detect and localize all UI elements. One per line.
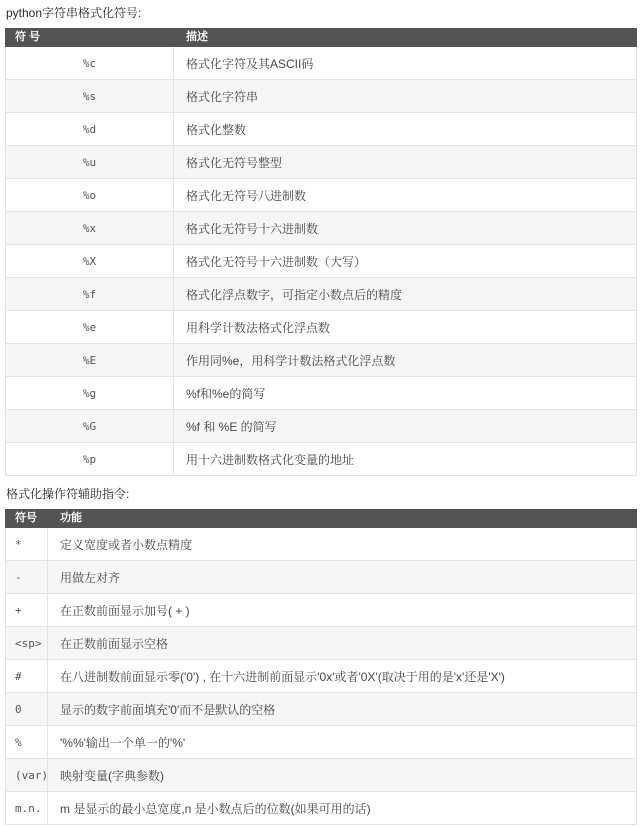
symbol-cell: <sp> [6, 627, 48, 660]
description-cell: 格式化无符号整型 [174, 146, 637, 179]
symbol-cell: %g [6, 377, 174, 410]
format-symbols-table [5, 28, 637, 476]
symbol-cell: %x [6, 212, 174, 245]
table-row [6, 377, 637, 410]
symbol-cell: * [6, 528, 48, 561]
function-cell: m 是显示的最小总宽度,n 是小数点后的位数(如果可用的话) [48, 792, 637, 825]
description-cell: 格式化无符号八进制数 [174, 179, 637, 212]
symbol-cell: % [6, 726, 48, 759]
description-cell: 格式化整数 [174, 113, 637, 146]
function-cell: 映射变量(字典参数) [48, 759, 637, 792]
symbol-cell: 0 [6, 693, 48, 726]
symbol-column-header: 符号 [6, 510, 48, 528]
table-row [6, 344, 637, 377]
function-cell: 定义宽度或者小数点精度 [48, 528, 637, 561]
symbol-column-header: 符 号 [6, 29, 174, 47]
symbol-cell: %o [6, 179, 174, 212]
table-row [6, 113, 637, 146]
function-cell: 在八进制数前面显示零('0') , 在十六进制前面显示'0x'或者'0X'(取决于用的是'x'还是'X') [48, 660, 637, 693]
table-row [6, 278, 637, 311]
table-row [6, 80, 637, 113]
function-cell: 显示的数字前面填充'0'而不是默认的空格 [48, 693, 637, 726]
description-cell: 格式化无符号十六进制数（大写） [174, 245, 637, 278]
symbol-cell: %p [6, 443, 174, 476]
description-cell: 格式化字符及其ASCII码 [174, 47, 637, 80]
symbol-cell: %e [6, 311, 174, 344]
description-cell: 格式化无符号十六进制数 [174, 212, 637, 245]
symbol-cell: %f [6, 278, 174, 311]
symbol-cell: - [6, 561, 48, 594]
description-cell: 用十六进制数格式化变量的地址 [174, 443, 637, 476]
table-row [6, 693, 637, 726]
table-row [6, 594, 637, 627]
table-header-row [6, 510, 637, 528]
symbol-cell: %u [6, 146, 174, 179]
table-row [6, 792, 637, 825]
table-header-row [6, 29, 637, 47]
function-cell: '%%'输出一个单一的'%' [48, 726, 637, 759]
description-cell: 格式化字符串 [174, 80, 637, 113]
table-row [6, 443, 637, 476]
description-cell: %f 和 %E 的简写 [174, 410, 637, 443]
symbol-cell: # [6, 660, 48, 693]
table-row [6, 660, 637, 693]
table-row [6, 759, 637, 792]
table-row [6, 311, 637, 344]
table-row [6, 179, 637, 212]
description-cell: 用科学计数法格式化浮点数 [174, 311, 637, 344]
function-cell: 在正数前面显示加号( + ) [48, 594, 637, 627]
symbol-cell: %c [6, 47, 174, 80]
function-column-header: 功能 [48, 510, 637, 528]
symbol-cell: %E [6, 344, 174, 377]
symbol-cell: %X [6, 245, 174, 278]
table-row [6, 212, 637, 245]
table-row [6, 410, 637, 443]
section2-title: 格式化操作符辅助指令: [6, 487, 130, 501]
symbol-cell: + [6, 594, 48, 627]
function-cell: 在正数前面显示空格 [48, 627, 637, 660]
function-cell: 用做左对齐 [48, 561, 637, 594]
symbol-cell: m.n. [6, 792, 48, 825]
table-row [6, 146, 637, 179]
description-column-header: 描述 [174, 29, 637, 47]
section1-title: python字符串格式化符号: [6, 6, 142, 20]
symbol-cell: %d [6, 113, 174, 146]
table-row [6, 528, 637, 561]
table-row [6, 561, 637, 594]
table-row [6, 47, 637, 80]
description-cell: %f和%e的简写 [174, 377, 637, 410]
symbol-cell: (var) [6, 759, 48, 792]
symbol-cell: %s [6, 80, 174, 113]
table-row [6, 245, 637, 278]
description-cell: 作用同%e，用科学计数法格式化浮点数 [174, 344, 637, 377]
table-row [6, 726, 637, 759]
description-cell: 格式化浮点数字，可指定小数点后的精度 [174, 278, 637, 311]
symbol-cell: %G [6, 410, 174, 443]
table-row [6, 627, 637, 660]
